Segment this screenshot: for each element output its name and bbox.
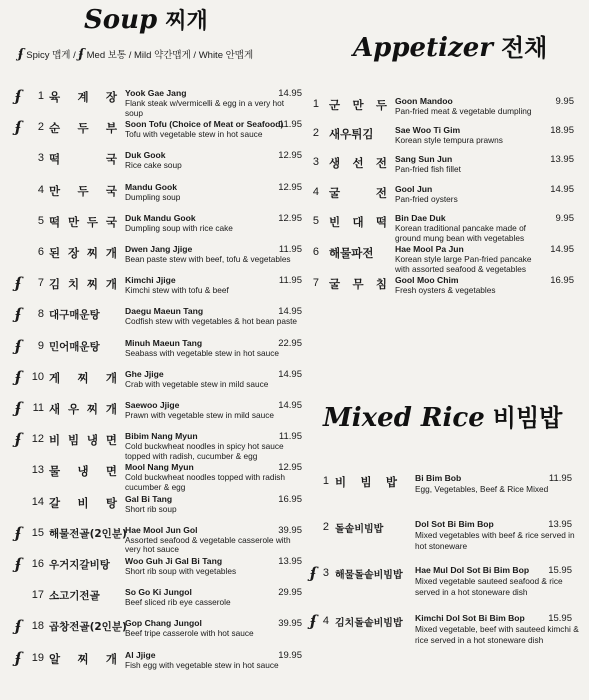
soup-item-number: 4 bbox=[37, 183, 44, 196]
soup-item-number: 17 bbox=[31, 589, 44, 602]
appetizer-item-price: 14.95 bbox=[550, 184, 574, 195]
chili-icon: ʄ bbox=[15, 305, 22, 324]
soup-item-name: Mandu Gook bbox=[125, 181, 178, 192]
soup-item-korean-name: 우거지갈비탕 bbox=[49, 559, 110, 571]
appetizer-item-korean-name: 생 선 전 bbox=[329, 156, 387, 170]
soup-item-description: Bean paste stew with beef, tofu & vegetables bbox=[125, 254, 291, 264]
soup-item-korean-name: 떡 국 bbox=[49, 152, 117, 167]
mixed-rice-item-price: 15.95 bbox=[548, 565, 572, 576]
mixed-rice-item bbox=[305, 519, 580, 559]
appetizer-item-number: 5 bbox=[312, 215, 319, 227]
soup-item-number: 12 bbox=[31, 433, 44, 446]
soup-item bbox=[12, 400, 302, 430]
mixed-rice-item-description: Egg, Vegetables, Beef & Rice Mixed bbox=[415, 484, 549, 494]
mixed-rice-item-name: Kimchi Dol Sot Bi Bim Bop bbox=[415, 613, 525, 623]
soup-item-description: Codfish stew with vegetables & hot bean paste bbox=[125, 316, 298, 327]
appetizer-item bbox=[305, 184, 580, 214]
soup-item-number: 16 bbox=[31, 558, 44, 570]
appetizer-item-korean-name: 굴 무 침 bbox=[329, 277, 387, 291]
mixed-rice-item-description: Mixed vegetable, beef with sauteed kimchi & rice served in a hot stoneware dish bbox=[415, 624, 579, 645]
soup-item-name: Gal Bi Tang bbox=[125, 493, 173, 504]
chili-icon: ʄ bbox=[15, 523, 22, 542]
soup-item bbox=[12, 556, 302, 586]
soup-item-price: 14.95 bbox=[278, 88, 302, 99]
soup-item-korean-name: 비 빔 냉 면 bbox=[49, 433, 117, 448]
soup-item-price: 14.95 bbox=[278, 306, 302, 318]
soup-item-description: Dumpling soup bbox=[125, 191, 181, 202]
mixed-rice-item-price: 13.95 bbox=[548, 519, 572, 530]
soup-item-korean-name: 된 장 찌 개 bbox=[49, 246, 117, 260]
chili-icon: ʄ bbox=[15, 118, 22, 137]
mixed-rice-title-kr: 비빔밥 bbox=[492, 404, 563, 432]
appetizer-item-description: Pan-fried meat & vegetable dumpling bbox=[395, 106, 532, 116]
chili-icon: ʄ bbox=[18, 47, 24, 62]
appetizer-item-price: 16.95 bbox=[550, 275, 574, 286]
soup-item-price: 12.95 bbox=[278, 181, 302, 193]
soup-item-korean-name: 새 우 찌 개 bbox=[49, 402, 117, 416]
appetizer-item-price: 9.95 bbox=[555, 96, 574, 107]
soup-item bbox=[12, 494, 302, 524]
mixed-rice-item bbox=[305, 613, 580, 653]
soup-item bbox=[12, 525, 302, 555]
soup-item-number: 2 bbox=[37, 121, 44, 134]
appetizer-item bbox=[305, 125, 580, 155]
appetizer-item bbox=[305, 154, 580, 184]
soup-item-korean-name: 소고기전골 bbox=[49, 590, 100, 603]
soup-item-number: 14 bbox=[31, 495, 44, 508]
mixed-rice-item-korean-name: 해물돌솥비빔밥 bbox=[335, 570, 403, 581]
soup-title-kr: 찌개 bbox=[165, 9, 208, 34]
appetizer-item-description: Pan-fried oysters bbox=[395, 194, 458, 204]
soup-item bbox=[12, 182, 302, 212]
soup-item-korean-name: 해물전골(2인분) bbox=[49, 527, 127, 540]
soup-item-number: 6 bbox=[37, 246, 44, 258]
soup-item-name: Woo Guh Ji Gal Bi Tang bbox=[125, 556, 223, 566]
soup-item-price: 39.95 bbox=[278, 618, 302, 630]
appetizer-item-korean-name: 굴 전 bbox=[329, 186, 387, 200]
soup-item-description: Seabass with vegetable stew in hot sauce bbox=[125, 347, 280, 358]
soup-item-number: 10 bbox=[31, 370, 44, 383]
chili-icon: ʄ bbox=[310, 564, 317, 582]
appetizer-item-description: Korean traditional pancake made of ground mung bean with vegetables bbox=[395, 223, 526, 243]
soup-item-number: 19 bbox=[31, 651, 44, 664]
chili-icon: ʄ bbox=[15, 555, 22, 573]
mixed-rice-item-number: 1 bbox=[322, 475, 329, 487]
appetizer-title bbox=[353, 28, 547, 63]
soup-item-korean-name: 갈 비 탕 bbox=[49, 495, 117, 510]
soup-item-description: Beef sliced rib eye casserole bbox=[125, 597, 231, 608]
soup-item-name: Kimchi Jjige bbox=[125, 275, 176, 286]
mixed-rice-item-name: Dol Sot Bi Bim Bop bbox=[415, 519, 494, 529]
soup-item-price: 13.95 bbox=[278, 556, 302, 567]
mixed-rice-item-name: Bi Bim Bob bbox=[415, 473, 462, 483]
soup-item-description: Flank steak w/vermicelli & egg in a very hot soup bbox=[125, 98, 285, 118]
soup-item-description: Short rib soup with vegetables bbox=[125, 566, 237, 576]
soup-item-number: 5 bbox=[37, 214, 44, 227]
soup-item-korean-name: 곱창전골(2인분) bbox=[49, 621, 127, 634]
mixed-rice-item-price: 11.95 bbox=[548, 473, 572, 484]
appetizer-item-price: 14.95 bbox=[550, 244, 574, 255]
soup-item-korean-name: 민어매운탕 bbox=[49, 340, 100, 353]
appetizer-item-description: Pan-fried fish fillet bbox=[395, 164, 461, 174]
appetizer-item-number: 7 bbox=[312, 277, 319, 289]
soup-item-number: 15 bbox=[31, 526, 44, 539]
soup-item-description: Dumpling soup with rice cake bbox=[125, 222, 233, 233]
appetizer-item bbox=[305, 96, 580, 126]
soup-item-name: So Go Ki Jungol bbox=[125, 587, 192, 598]
soup-item-korean-name: 떡 만 두 국 bbox=[49, 214, 117, 229]
appetizer-item-name: Sae Woo Ti Gim bbox=[395, 125, 461, 135]
soup-item-price: 12.95 bbox=[278, 150, 302, 162]
appetizer-item-name: Hae Mool Pa Jun bbox=[395, 244, 464, 254]
mixed-rice-item-description: Mixed vegetables with beef & rice served in hot stoneware bbox=[415, 530, 575, 551]
soup-item-number: 8 bbox=[37, 308, 44, 321]
soup-item-description: Cold buckwheat noodles topped with radish cucumber & egg bbox=[125, 472, 286, 492]
mixed-rice-item-price: 15.95 bbox=[548, 613, 572, 624]
mixed-rice-item-korean-name: 돌솥비빔밥 bbox=[335, 524, 384, 535]
appetizer-title-en: Appetizer bbox=[353, 33, 493, 63]
appetizer-item bbox=[305, 244, 580, 274]
appetizer-item-korean-name: 새우튀김 bbox=[329, 127, 374, 141]
appetizer-item-name: Goon Mandoo bbox=[395, 96, 453, 106]
appetizer-item-number: 2 bbox=[312, 127, 319, 139]
mixed-rice-item-number: 3 bbox=[322, 567, 329, 579]
soup-item-korean-name: 물 냉 면 bbox=[49, 464, 117, 479]
soup-item-name: Bibim Nang Myun bbox=[125, 431, 198, 442]
soup-item-korean-name: 대구매운탕 bbox=[49, 309, 100, 322]
soup-item-korean-name: 순 두 부 bbox=[49, 121, 117, 136]
soup-item-description: Prawn with vegetable stew in mild sauce bbox=[125, 410, 274, 420]
soup-item bbox=[12, 431, 302, 461]
appetizer-item-name: Sang Sun Jun bbox=[395, 154, 453, 164]
legend-spicy: Spicy 맵게 / bbox=[26, 50, 76, 61]
soup-item-price: 14.95 bbox=[278, 400, 302, 411]
soup-item bbox=[12, 587, 302, 617]
soup-item-price: 11.95 bbox=[278, 431, 302, 443]
soup-item-description: Rice cake soup bbox=[125, 160, 182, 171]
soup-item-description: Assorted seafood & vegetable casserole with very hot sauce bbox=[125, 534, 291, 555]
soup-item-korean-name: 알 찌 개 bbox=[49, 651, 117, 666]
appetizer-item bbox=[305, 213, 580, 243]
soup-item-korean-name: 만 두 국 bbox=[49, 183, 117, 198]
chili-icon: ʄ bbox=[15, 399, 22, 417]
appetizer-item-number: 3 bbox=[312, 156, 319, 168]
chili-icon: ʄ bbox=[78, 47, 84, 62]
mixed-rice-item-number: 4 bbox=[322, 615, 329, 627]
chili-icon: ʄ bbox=[15, 430, 22, 449]
chili-icon: ʄ bbox=[15, 617, 22, 636]
appetizer-item-name: Gool Jun bbox=[395, 184, 433, 194]
soup-item-price: 16.95 bbox=[278, 493, 302, 505]
soup-item-description: Cold buckwheat noodles in spicy hot sauce topped with radish, cucumber & egg bbox=[125, 441, 284, 461]
soup-item-korean-name: 육 계 장 bbox=[49, 90, 117, 104]
soup-item-name: Soon Tofu (Choice of Meat or Seafood) bbox=[125, 119, 284, 130]
appetizer-item-price: 13.95 bbox=[550, 154, 574, 165]
appetizer-item-number: 4 bbox=[312, 186, 319, 198]
mixed-rice-title-en: Mixed Rice bbox=[323, 403, 485, 433]
appetizer-item-korean-name: 빈 대 떡 bbox=[329, 215, 387, 229]
appetizer-item-name: Bin Dae Duk bbox=[395, 213, 446, 223]
appetizer-item-description: Fresh oysters & vegetables bbox=[395, 285, 496, 295]
soup-item-description: Fish egg with vegetable stew in hot sauce bbox=[125, 659, 279, 670]
soup-item-price: 12.95 bbox=[278, 212, 302, 224]
soup-item bbox=[12, 650, 302, 680]
soup-item-price: 11.95 bbox=[278, 275, 302, 287]
mixed-rice-item-number: 2 bbox=[322, 521, 329, 533]
soup-item bbox=[12, 306, 302, 336]
soup-item-price: 39.95 bbox=[278, 524, 302, 536]
soup-item-name: Al Jjige bbox=[125, 649, 156, 660]
appetizer-item-price: 18.95 bbox=[550, 125, 574, 136]
soup-item-name: Duk Gook bbox=[125, 150, 166, 161]
mixed-rice-item bbox=[305, 565, 580, 605]
mixed-rice-item bbox=[305, 473, 580, 513]
soup-item-number: 7 bbox=[37, 277, 44, 290]
soup-item-description: Crab with vegetable stew in mild sauce bbox=[125, 378, 269, 389]
soup-item-number: 11 bbox=[32, 402, 44, 414]
soup-item bbox=[12, 244, 302, 274]
appetizer-item-number: 1 bbox=[312, 98, 319, 110]
appetizer-item bbox=[305, 275, 580, 305]
soup-item-number: 9 bbox=[37, 339, 44, 352]
soup-item-name: Ghe Jjige bbox=[125, 368, 164, 379]
chili-icon: ʄ bbox=[15, 367, 22, 386]
appetizer-item-description: Korean style large Pan-fried pancake with assorted seafood & vegetables bbox=[395, 254, 532, 274]
appetizer-item-number: 6 bbox=[312, 246, 319, 258]
chili-icon: ʄ bbox=[15, 274, 22, 293]
soup-item bbox=[12, 119, 302, 149]
soup-item bbox=[12, 150, 302, 180]
soup-item-number: 13 bbox=[31, 464, 44, 477]
soup-item-price: 22.95 bbox=[278, 337, 302, 349]
soup-item-description: Tofu with vegetable stew in hot sauce bbox=[125, 129, 263, 140]
chili-icon: ʄ bbox=[15, 648, 22, 667]
soup-item-name: Gop Chang Jungol bbox=[125, 618, 202, 629]
soup-item bbox=[12, 338, 302, 368]
soup-item-name: Daegu Maeun Tang bbox=[125, 306, 204, 317]
mixed-rice-item-name: Hae Mul Dol Sot Bi Bim Bop bbox=[415, 565, 530, 575]
soup-item-name: Minuh Maeun Tang bbox=[125, 337, 203, 348]
soup-item-description: Beef tripe casserole with hot sauce bbox=[125, 628, 254, 639]
soup-item-number: 3 bbox=[37, 152, 44, 165]
soup-item bbox=[12, 213, 302, 243]
mixed-rice-item-korean-name: 비 빔 밥 bbox=[335, 475, 397, 489]
chili-icon: ʄ bbox=[15, 336, 22, 355]
soup-item-price: 11.95 bbox=[278, 244, 302, 255]
soup-item bbox=[12, 275, 302, 305]
soup-item-price: 14.95 bbox=[278, 368, 302, 380]
soup-item-number: 18 bbox=[31, 620, 44, 633]
soup-item bbox=[12, 369, 302, 399]
mixed-rice-item-description: Mixed vegetable sauteed seafood & rice served in a hot stoneware dish bbox=[415, 576, 563, 597]
soup-item-description: Short rib soup bbox=[125, 503, 177, 514]
appetizer-item-description: Korean style tempura prawns bbox=[395, 135, 503, 145]
appetizer-item-korean-name: 해물파전 bbox=[329, 246, 374, 260]
soup-item-name: Hae Mool Jun Gol bbox=[125, 524, 198, 535]
soup-item-number: 1 bbox=[37, 90, 44, 102]
appetizer-item-korean-name: 군 만 두 bbox=[329, 98, 387, 112]
soup-item-price: 12.95 bbox=[278, 462, 302, 474]
appetizer-title-kr: 전채 bbox=[500, 34, 548, 62]
soup-item-price: 19.95 bbox=[278, 649, 302, 661]
soup-item-name: Yook Gae Jang bbox=[125, 88, 187, 98]
mixed-rice-item-korean-name: 김치돌솥비빔밥 bbox=[335, 618, 403, 629]
mixed-rice-title bbox=[323, 398, 562, 433]
soup-title-en: Soup bbox=[84, 5, 158, 35]
soup-item-price: 11.95 bbox=[278, 119, 302, 131]
soup-item bbox=[12, 88, 302, 118]
soup-item-name: Dwen Jang Jjige bbox=[125, 244, 193, 254]
soup-item-name: Duk Mandu Gook bbox=[125, 212, 196, 223]
soup-title bbox=[84, 4, 208, 35]
soup-item-name: Saewoo Jjige bbox=[125, 400, 180, 410]
appetizer-item-name: Gool Moo Chim bbox=[395, 275, 459, 285]
chili-icon: ʄ bbox=[310, 612, 317, 630]
chili-icon: ʄ bbox=[15, 87, 22, 105]
soup-item bbox=[12, 618, 302, 648]
soup-item bbox=[12, 462, 302, 492]
soup-item-korean-name: 김 치 찌 개 bbox=[49, 277, 117, 292]
spicy-legend bbox=[18, 47, 253, 62]
soup-item-name: Mool Nang Myun bbox=[125, 462, 194, 473]
legend-med: Med 보통 / Mild 약간맵게 / White 안맵게 bbox=[86, 50, 254, 61]
appetizer-item-price: 9.95 bbox=[555, 213, 574, 224]
soup-item-korean-name: 게 찌 개 bbox=[49, 370, 117, 385]
soup-item-price: 29.95 bbox=[278, 587, 302, 599]
soup-item-description: Kimchi stew with tofu & beef bbox=[125, 285, 229, 296]
